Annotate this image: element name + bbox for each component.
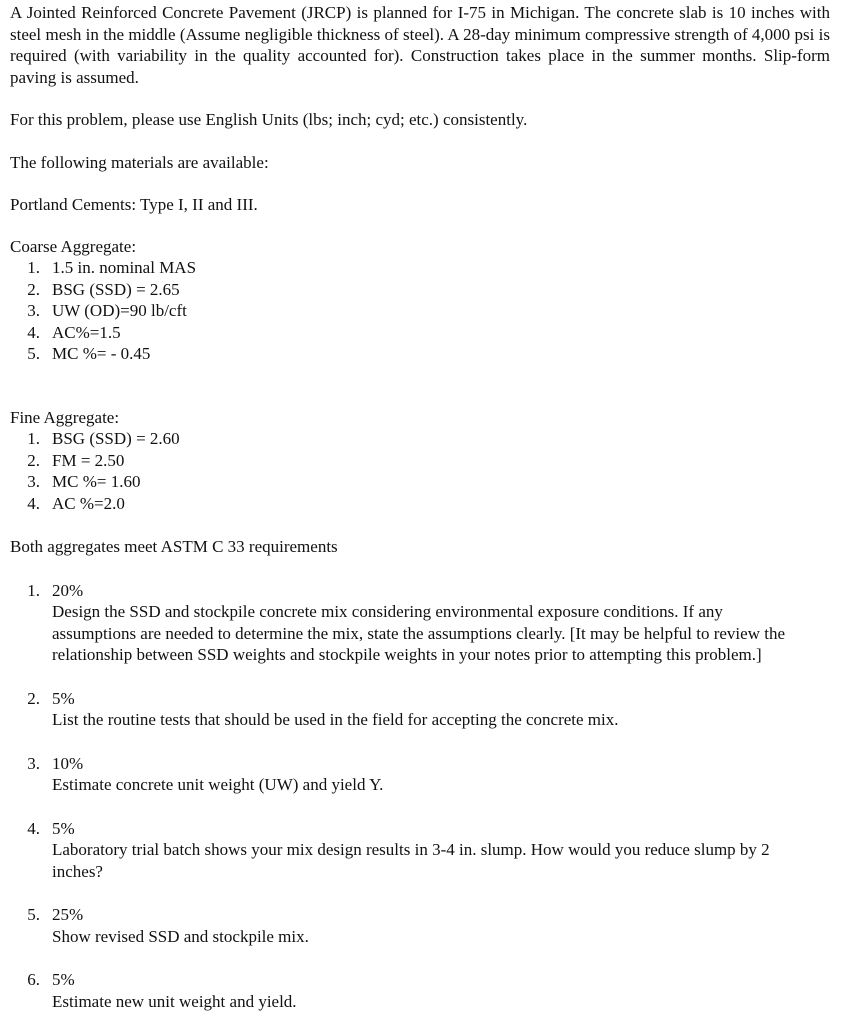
item-text: BSG (SSD) = 2.65 <box>52 279 180 299</box>
item-text: MC %= - 0.45 <box>52 344 151 363</box>
question-number: 5. <box>27 905 40 924</box>
list-item <box>16 493 830 515</box>
item-text: AC%=1.5 <box>52 322 121 342</box>
question-item <box>16 688 830 731</box>
question-item <box>16 753 830 796</box>
question-text: Estimate concrete unit weight (UW) and yield Y. <box>52 775 384 794</box>
fine-aggregate-title: Fine Aggregate: <box>10 407 120 427</box>
question-item <box>16 904 830 947</box>
question-number: 6. <box>27 970 40 989</box>
item-text: BSG (SSD) = 2.60 <box>52 429 180 448</box>
item-number: 1. <box>27 429 40 448</box>
question-item <box>16 969 830 1012</box>
item-text: FM = 2.50 <box>52 450 125 470</box>
question-number: 2. <box>27 688 40 708</box>
item-number: 5. <box>27 344 40 363</box>
item-number: 4. <box>27 493 40 513</box>
question-list <box>10 580 830 1013</box>
list-item <box>16 428 830 450</box>
fine-aggregate-section <box>10 407 830 515</box>
list-item <box>16 343 830 365</box>
item-number: 4. <box>27 322 40 342</box>
question-item <box>16 580 830 666</box>
question-text: List the routine tests that should be used in the field for accepting the concrete mix. <box>52 710 619 729</box>
fine-aggregate-list <box>10 428 830 514</box>
question-weight: 10% <box>52 753 84 773</box>
question-number: 1. <box>27 580 40 600</box>
item-text: UW (OD)=90 lb/cft <box>52 301 187 320</box>
item-number: 2. <box>27 450 40 470</box>
question-text: Show revised SSD and stockpile mix. <box>52 926 309 946</box>
question-weight: 25% <box>52 905 84 924</box>
item-number: 3. <box>27 301 40 320</box>
problem-intro: A Jointed Reinforced Concrete Pavement (JRCP) is planned for I-75 in Michigan. The concrete slab is 10 inches with steel mesh in the middle (Assume negligible thickness of steel). A 28-day minimum compressive strength of 4,000 psi is required (with variability in the quality accounted for). Construction takes place in the summer months. Slip-form paving is assumed. <box>10 3 830 87</box>
question-number: 4. <box>27 818 40 838</box>
question-number: 3. <box>27 753 40 773</box>
portland-cements: Portland Cements: Type I, II and III. <box>10 195 258 214</box>
list-item <box>16 279 830 301</box>
problem-document <box>10 2 830 1034</box>
question-weight: 5% <box>52 970 75 989</box>
list-item <box>16 300 830 322</box>
item-text: MC %= 1.60 <box>52 472 141 491</box>
item-number: 2. <box>27 279 40 299</box>
list-item <box>16 322 830 344</box>
question-weight: 20% <box>52 580 84 600</box>
list-item <box>16 471 830 493</box>
coarse-aggregate-list <box>10 257 830 365</box>
units-note: For this problem, please use English Units (lbs; inch; cyd; etc.) consistently. <box>10 110 528 129</box>
coarse-aggregate-section <box>10 236 830 365</box>
astm-note: Both aggregates meet ASTM C 33 requirements <box>10 537 338 556</box>
question-text: Estimate new unit weight and yield. <box>52 991 297 1011</box>
materials-intro: The following materials are available: <box>10 152 269 172</box>
item-number: 3. <box>27 472 40 491</box>
question-weight: 5% <box>52 688 75 708</box>
list-item <box>16 257 830 279</box>
question-text: Design the SSD and stockpile concrete mix considering environmental exposure conditions. If any assumptions are needed to determine the mix, state the assumptions clearly. [It may be helpful to review the relationship between SSD weights and stockpile weights in your notes prior to attempting this problem.] <box>52 602 785 664</box>
question-item <box>16 818 830 883</box>
item-number: 1. <box>27 258 40 277</box>
coarse-aggregate-title: Coarse Aggregate: <box>10 236 137 256</box>
item-text: 1.5 in. nominal MAS <box>52 258 197 277</box>
question-text: Laboratory trial batch shows your mix design results in 3-4 in. slump. How would you reduce slump by 2 inches? <box>52 840 770 881</box>
list-item <box>16 450 830 472</box>
question-weight: 5% <box>52 818 75 838</box>
item-text: AC %=2.0 <box>52 493 125 513</box>
